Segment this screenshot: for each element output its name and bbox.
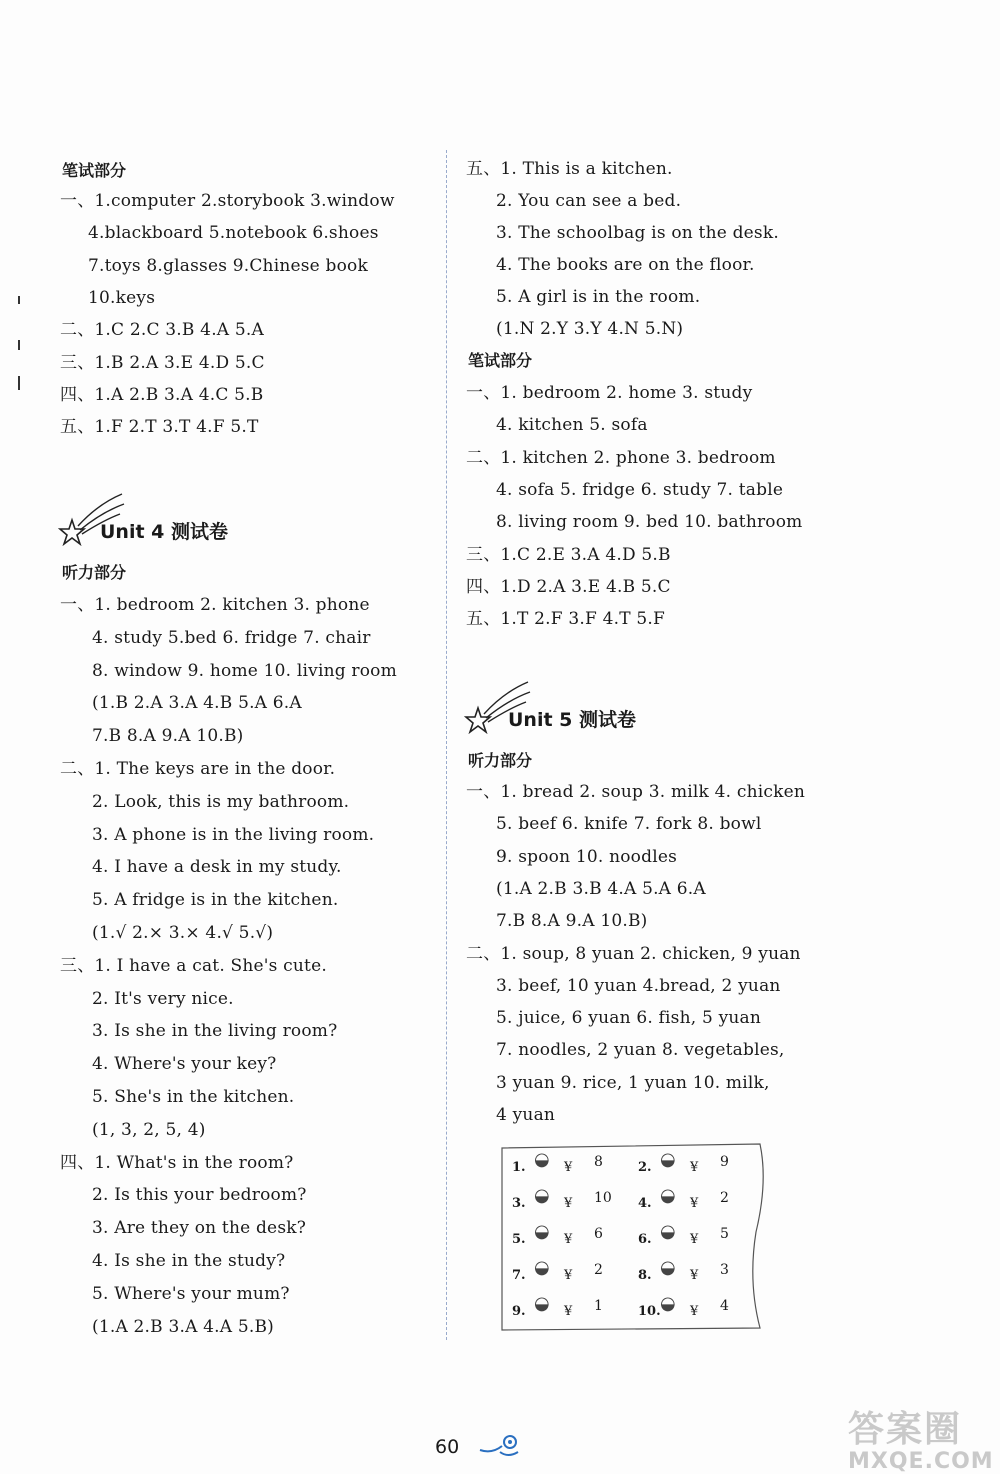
page-number: 60 <box>435 1436 460 1458</box>
answer-line: 4 yuan <box>496 1105 556 1125</box>
item-number: 3. <box>512 1196 526 1211</box>
answer-line: (1.A 2.B 3.A 4.A 5.B) <box>92 1316 274 1337</box>
noodles-icon: ◒ <box>534 1257 550 1278</box>
margin-mark <box>18 296 20 304</box>
answer-line: 5. beef 6. knife 7. fork 8. bowl <box>496 814 762 835</box>
answer-line: 3 yuan 9. rice, 1 yuan 10. milk, <box>496 1072 770 1093</box>
answer-line: 7.B 8.A 9.A 10.B) <box>92 726 244 747</box>
item-number: 8. <box>638 1268 652 1283</box>
answer-line: 4. Is she in the study? <box>92 1251 286 1271</box>
yen-sign: ¥ <box>690 1196 699 1211</box>
answer-line: 2. It's very nice. <box>92 988 234 1009</box>
answer-line: 4. Where's your key? <box>92 1054 277 1075</box>
answer-line: 9. spoon 10. noodles <box>496 846 678 867</box>
price-value: 9 <box>720 1154 729 1170</box>
price-value: 3 <box>720 1262 729 1278</box>
answer-line: 二、1.C 2.C 3.B 4.A 5.A <box>60 320 264 341</box>
price-value: 4 <box>720 1298 729 1314</box>
unit4-title: Unit 4 测试卷 <box>100 521 228 543</box>
answer-line: (1.N 2.Y 3.Y 4.N 5.N) <box>496 319 684 339</box>
answer-line: 10.keys <box>88 287 156 308</box>
answer-line: 四、1.A 2.B 3.A 4.C 5.B <box>60 384 264 405</box>
item-number: 7. <box>512 1268 526 1283</box>
item-number: 4. <box>638 1196 652 1211</box>
column-divider <box>446 150 447 1340</box>
chicken-icon: ◒ <box>660 1149 676 1170</box>
answer-line: 四、1.D 2.A 3.E 4.B 5.C <box>466 576 671 597</box>
answer-line: 4. The books are on the floor. <box>496 255 755 275</box>
yen-sign: ¥ <box>564 1196 573 1211</box>
section-heading-listening: 听力部分 <box>468 751 533 770</box>
answer-line: 三、1.C 2.E 3.A 4.D 5.B <box>466 544 671 565</box>
answer-line: 8. window 9. home 10. living room <box>92 660 397 681</box>
answer-line: 3. Is she in the living room? <box>92 1021 338 1042</box>
yen-sign: ¥ <box>564 1304 573 1319</box>
answer-line: 2. Look, this is my bathroom. <box>92 791 350 812</box>
answer-line: 五、1.T 2.F 3.F 4.T 5.F <box>466 609 665 630</box>
price-value: 2 <box>720 1190 729 1206</box>
answer-line: 3. The schoolbag is on the desk. <box>496 223 779 243</box>
answer-line: 5. A girl is in the room. <box>496 287 701 307</box>
unit5-title: Unit 5 测试卷 <box>508 709 636 731</box>
answer-line: 一、1.computer 2.storybook 3.window <box>60 191 395 211</box>
beef-icon: ◒ <box>534 1185 550 1206</box>
answer-line: 4.blackboard 5.notebook 6.shoes <box>88 223 379 244</box>
item-number: 2. <box>638 1160 652 1175</box>
answer-line: 一、1. bread 2. soup 3. milk 4. chicken <box>466 782 806 802</box>
price-value: 5 <box>720 1226 729 1242</box>
yen-sign: ¥ <box>690 1232 699 1247</box>
vegetables-icon: ◒ <box>660 1257 676 1278</box>
answer-line: 5. A fridge is in the kitchen. <box>92 890 339 911</box>
margin-mark <box>18 340 20 350</box>
section-heading-written: 笔试部分 <box>468 351 533 370</box>
bread-icon: ◒ <box>660 1185 676 1206</box>
answer-line: 5. She's in the kitchen. <box>92 1087 295 1107</box>
answer-line: 4. kitchen 5. sofa <box>496 415 648 436</box>
answer-line: 5. juice, 6 yuan 6. fish, 5 yuan <box>496 1008 762 1029</box>
answer-line: 二、1. kitchen 2. phone 3. bedroom <box>466 447 776 468</box>
answer-line: (1.√ 2.× 3.× 4.√ 5.√) <box>92 923 274 943</box>
answer-line: 一、1. bedroom 2. kitchen 3. phone <box>60 595 370 615</box>
price-value: 6 <box>594 1226 603 1242</box>
answer-line: 3. beef, 10 yuan 4.bread, 2 yuan <box>496 975 781 996</box>
answer-line: 五、1. This is a kitchen. <box>466 159 673 179</box>
flower-decoration-icon <box>478 1430 526 1460</box>
answer-line: (1.A 2.B 3.B 4.A 5.A 6.A <box>496 878 706 899</box>
price-value: 2 <box>594 1262 603 1278</box>
answer-line: 2. Is this your bedroom? <box>92 1185 307 1206</box>
answer-line: 4. study 5.bed 6. fridge 7. chair <box>92 627 371 648</box>
answer-line: 7.B 8.A 9.A 10.B) <box>496 911 648 932</box>
yen-sign: ¥ <box>564 1160 573 1175</box>
answer-line: 五、1.F 2.T 3.T 4.F 5.T <box>60 417 259 438</box>
yen-sign: ¥ <box>690 1160 699 1175</box>
milk-icon: ◒ <box>660 1293 676 1314</box>
answer-line: 四、1. What's in the room? <box>60 1152 294 1173</box>
section-heading-listening: 听力部分 <box>62 563 127 582</box>
answer-line: 4. I have a desk in my study. <box>92 857 342 878</box>
answer-line: 一、1. bedroom 2. home 3. study <box>466 383 753 403</box>
item-number: 9. <box>512 1304 526 1319</box>
section-heading-written: 笔试部分 <box>62 161 127 180</box>
price-value: 10 <box>594 1190 612 1206</box>
answer-line: 二、1. The keys are in the door. <box>60 759 336 779</box>
item-number: 1. <box>512 1160 526 1175</box>
margin-mark <box>18 376 20 390</box>
item-number: 6. <box>638 1232 652 1247</box>
watermark-top: 答案圈 <box>848 1409 963 1450</box>
soup-icon: ◒ <box>534 1149 550 1170</box>
answer-line: 三、1.B 2.A 3.E 4.D 5.C <box>60 352 265 373</box>
juice-icon: ◒ <box>534 1221 550 1242</box>
price-table <box>498 1142 768 1332</box>
yen-sign: ¥ <box>690 1304 699 1319</box>
answer-line: 3. Are they on the desk? <box>92 1218 307 1239</box>
answer-line: (1.B 2.A 3.A 4.B 5.A 6.A <box>92 693 302 714</box>
yen-sign: ¥ <box>564 1232 573 1247</box>
answer-line: 二、1. soup, 8 yuan 2. chicken, 9 yuan <box>466 943 801 964</box>
answer-line: 7.toys 8.glasses 9.Chinese book <box>88 255 368 276</box>
answer-line: 3. A phone is in the living room. <box>92 824 375 845</box>
answer-line: 8. living room 9. bed 10. bathroom <box>496 512 803 533</box>
yen-sign: ¥ <box>564 1268 573 1283</box>
fish-icon: ◒ <box>660 1221 676 1242</box>
watermark <box>848 1410 994 1474</box>
answer-line: 4. sofa 5. fridge 6. study 7. table <box>496 479 784 500</box>
answer-line: 三、1. I have a cat. She's cute. <box>60 955 327 976</box>
price-value: 1 <box>594 1298 603 1314</box>
price-value: 8 <box>594 1154 603 1170</box>
rice-icon: ◒ <box>534 1293 550 1314</box>
answer-line: (1, 3, 2, 5, 4) <box>92 1119 206 1140</box>
item-number: 10. <box>638 1304 661 1319</box>
yen-sign: ¥ <box>690 1268 699 1283</box>
watermark-bottom: MXQE.COM <box>848 1449 994 1474</box>
answer-line: 7. noodles, 2 yuan 8. vegetables, <box>496 1040 785 1061</box>
item-number: 5. <box>512 1232 526 1247</box>
answer-line: 2. You can see a bed. <box>496 191 682 211</box>
answer-line: 5. Where's your mum? <box>92 1283 290 1304</box>
